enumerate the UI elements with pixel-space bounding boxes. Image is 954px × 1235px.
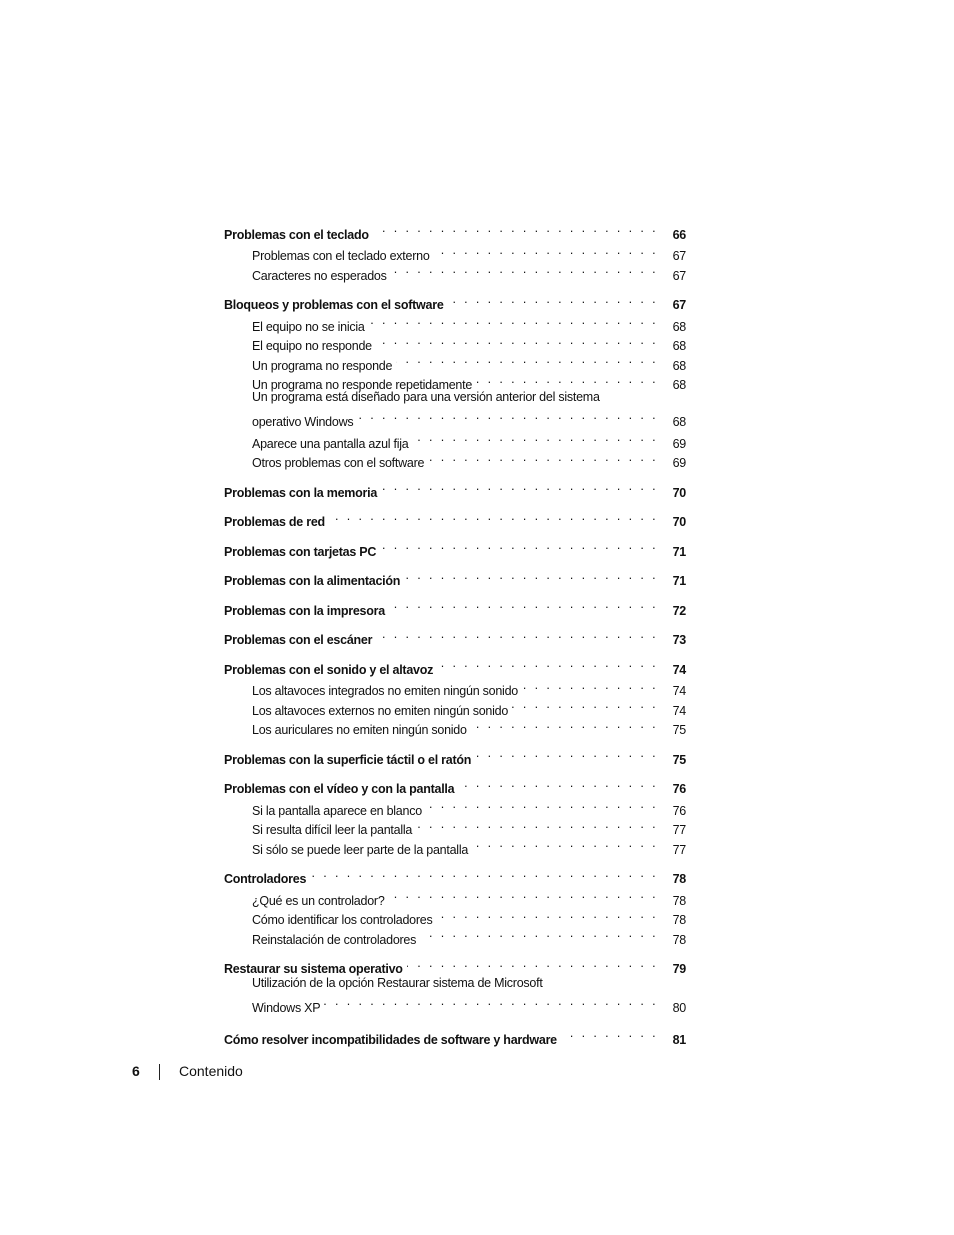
dot-leader (416, 815, 658, 835)
toc-page-number: 80 (672, 1000, 686, 1015)
toc-entry-title: Controladores (224, 870, 310, 890)
dot-leader (476, 370, 658, 390)
toc-entry-title: Problemas con el teclado externo (252, 247, 434, 267)
toc-page-number: 69 (672, 436, 686, 451)
toc-page-number: 71 (672, 574, 686, 588)
toc-entry-title-line1: Un programa está diseñado para una versión anterior del sistema (252, 390, 600, 404)
toc-page-number: 70 (672, 515, 686, 529)
toc-page-number: 67 (672, 268, 686, 283)
toc-page-number: 79 (672, 962, 686, 976)
toc-entry-title: Los altavoces integrados no emiten ningún sonido (252, 682, 522, 702)
toc-subentry[interactable] (224, 676, 686, 696)
toc-page-number: 67 (672, 249, 686, 263)
toc-entry[interactable] (224, 864, 686, 884)
toc-subentry[interactable] (224, 350, 686, 373)
toc-entry[interactable] (224, 744, 686, 767)
dot-leader (522, 676, 658, 696)
dot-leader (369, 311, 658, 331)
toc-subentry[interactable] (224, 924, 686, 947)
toc-page-number: 74 (672, 684, 686, 698)
toc-page-number: 81 (672, 1032, 686, 1047)
dot-leader (475, 744, 658, 764)
toc-page-number: 68 (672, 339, 686, 353)
toc-subentry[interactable] (224, 428, 686, 451)
toc-page-number: 68 (672, 319, 686, 334)
toc-page-number: 77 (672, 823, 686, 837)
toc-entry-title: operativo Windows (252, 413, 357, 433)
toc-entry-title: Bloqueos y problemas con el software (224, 296, 448, 316)
toc-page-number: 75 (672, 752, 686, 767)
toc-page-number: 68 (672, 378, 686, 392)
toc-entry[interactable] (224, 954, 686, 974)
toc-entry[interactable] (224, 595, 686, 618)
toc-entry-title: Los auriculares no emiten ningún sonido (252, 721, 471, 741)
table-of-contents (224, 219, 686, 1046)
toc-entry-title: Cómo identificar los controladores (252, 911, 436, 931)
toc-entry-title: Problemas con la superficie táctil o el ratón (224, 751, 475, 771)
toc-subentry[interactable] (224, 260, 686, 283)
toc-subentry[interactable] (224, 389, 686, 428)
toc-entry[interactable] (224, 625, 686, 645)
toc-entry-title: Windows XP (252, 999, 324, 1019)
toc-subentry[interactable] (224, 795, 686, 818)
dot-leader (561, 1024, 658, 1044)
dot-leader (471, 715, 658, 735)
toc-entry-title: Otros problemas con el software (252, 454, 428, 474)
dot-leader (310, 864, 658, 884)
dot-leader (380, 536, 658, 556)
toc-subentry[interactable] (224, 448, 686, 468)
toc-entry-title: Si la pantalla aparece en blanco (252, 802, 426, 822)
dot-leader (396, 350, 658, 370)
toc-entry-title: Problemas con el sonido y el altavoz (224, 661, 437, 681)
footer-separator (159, 1064, 160, 1080)
toc-entry-title: Problemas con el escáner (224, 631, 376, 651)
toc-page-number: 78 (672, 932, 686, 947)
dot-leader (434, 241, 658, 261)
toc-subentry[interactable] (224, 975, 686, 1014)
toc-entry-title: Los altavoces externos no emiten ningún sonido (252, 702, 512, 722)
toc-page-number: 72 (672, 603, 686, 618)
toc-entry[interactable] (224, 477, 686, 500)
toc-page-number: 74 (672, 662, 686, 677)
toc-entry[interactable] (224, 219, 686, 242)
dot-leader (404, 566, 658, 586)
dot-leader (324, 992, 658, 1012)
toc-entry[interactable] (224, 774, 686, 794)
toc-subentry[interactable] (224, 885, 686, 908)
toc-entry[interactable] (224, 536, 686, 559)
toc-entry-title: El equipo no responde (252, 337, 376, 357)
toc-entry-title: ¿Qué es un controlador? (252, 892, 389, 912)
toc-subentry[interactable] (224, 695, 686, 718)
dot-leader (376, 331, 658, 351)
dot-leader (426, 795, 658, 815)
dot-leader (389, 595, 658, 615)
toc-subentry[interactable] (224, 715, 686, 735)
toc-entry[interactable] (224, 1024, 686, 1047)
dot-leader (329, 507, 658, 527)
toc-entry[interactable] (224, 507, 686, 527)
toc-subentry[interactable] (224, 905, 686, 925)
dot-leader (420, 924, 658, 944)
toc-page-number: 74 (672, 703, 686, 718)
toc-subentry[interactable] (224, 311, 686, 334)
toc-entry-title: Problemas con la impresora (224, 602, 389, 622)
toc-entry-title: Caracteres no esperados (252, 267, 391, 287)
toc-page-number: 69 (672, 456, 686, 470)
toc-page-number: 68 (672, 414, 686, 429)
toc-entry-title: Cómo resolver incompatibilidades de software y hardware (224, 1031, 561, 1051)
toc-subentry[interactable] (224, 241, 686, 261)
toc-page-number: 78 (672, 872, 686, 886)
dot-leader (381, 477, 658, 497)
toc-page-number: 76 (672, 803, 686, 818)
dot-leader (448, 290, 658, 310)
toc-entry-title: Problemas con la memoria (224, 484, 381, 504)
toc-entry-title: Problemas con el vídeo y con la pantalla (224, 780, 458, 800)
toc-page-number: 75 (672, 723, 686, 737)
toc-entry-title: Restaurar su sistema operativo (224, 960, 407, 980)
toc-page-number: 78 (672, 913, 686, 927)
dot-leader (389, 885, 658, 905)
dot-leader (376, 625, 658, 645)
dot-leader (357, 406, 658, 426)
dot-leader (407, 954, 658, 974)
dot-leader (373, 219, 658, 239)
dot-leader (391, 260, 658, 280)
toc-entry-title: Problemas de red (224, 513, 329, 533)
dot-leader (472, 834, 658, 854)
toc-entry-title: Aparece una pantalla azul fija (252, 435, 413, 455)
toc-entry[interactable] (224, 566, 686, 586)
dot-leader (437, 654, 658, 674)
footer-section-title: Contenido (179, 1063, 243, 1079)
page-number: 6 (132, 1063, 140, 1079)
toc-page-number: 66 (672, 227, 686, 242)
toc-entry-title: Si sólo se puede leer parte de la pantalla (252, 841, 472, 861)
dot-leader (512, 695, 658, 715)
toc-entry[interactable] (224, 290, 686, 310)
toc-page-number: 73 (672, 633, 686, 647)
dot-leader (458, 774, 658, 794)
toc-entry-title: Un programa no responde repetidamente (252, 376, 476, 396)
toc-subentry[interactable] (224, 834, 686, 857)
toc-subentry[interactable] (224, 815, 686, 835)
toc-page-number: 77 (672, 842, 686, 857)
toc-page-number: 68 (672, 358, 686, 373)
toc-entry-title: Si resulta difícil leer la pantalla (252, 821, 416, 841)
toc-page-number: 70 (672, 485, 686, 500)
toc-page-number: 76 (672, 782, 686, 796)
toc-page-number: 78 (672, 893, 686, 908)
dot-leader (436, 905, 658, 925)
toc-entry-title: El equipo no se inicia (252, 318, 369, 338)
toc-entry[interactable] (224, 654, 686, 677)
toc-entry-title: Problemas con la alimentación (224, 572, 404, 592)
toc-subentry[interactable] (224, 331, 686, 351)
dot-leader (428, 448, 658, 468)
toc-page-number: 67 (672, 298, 686, 312)
toc-entry-title-line1: Utilización de la opción Restaurar sistema de Microsoft (252, 976, 543, 990)
dot-leader (413, 428, 658, 448)
toc-subentry[interactable] (224, 370, 686, 390)
toc-entry-title: Problemas con tarjetas PC (224, 543, 380, 563)
toc-entry-title: Un programa no responde (252, 357, 396, 377)
toc-entry-title: Problemas con el teclado (224, 226, 373, 246)
toc-entry-title: Reinstalación de controladores (252, 931, 420, 951)
toc-page-number: 71 (672, 544, 686, 559)
